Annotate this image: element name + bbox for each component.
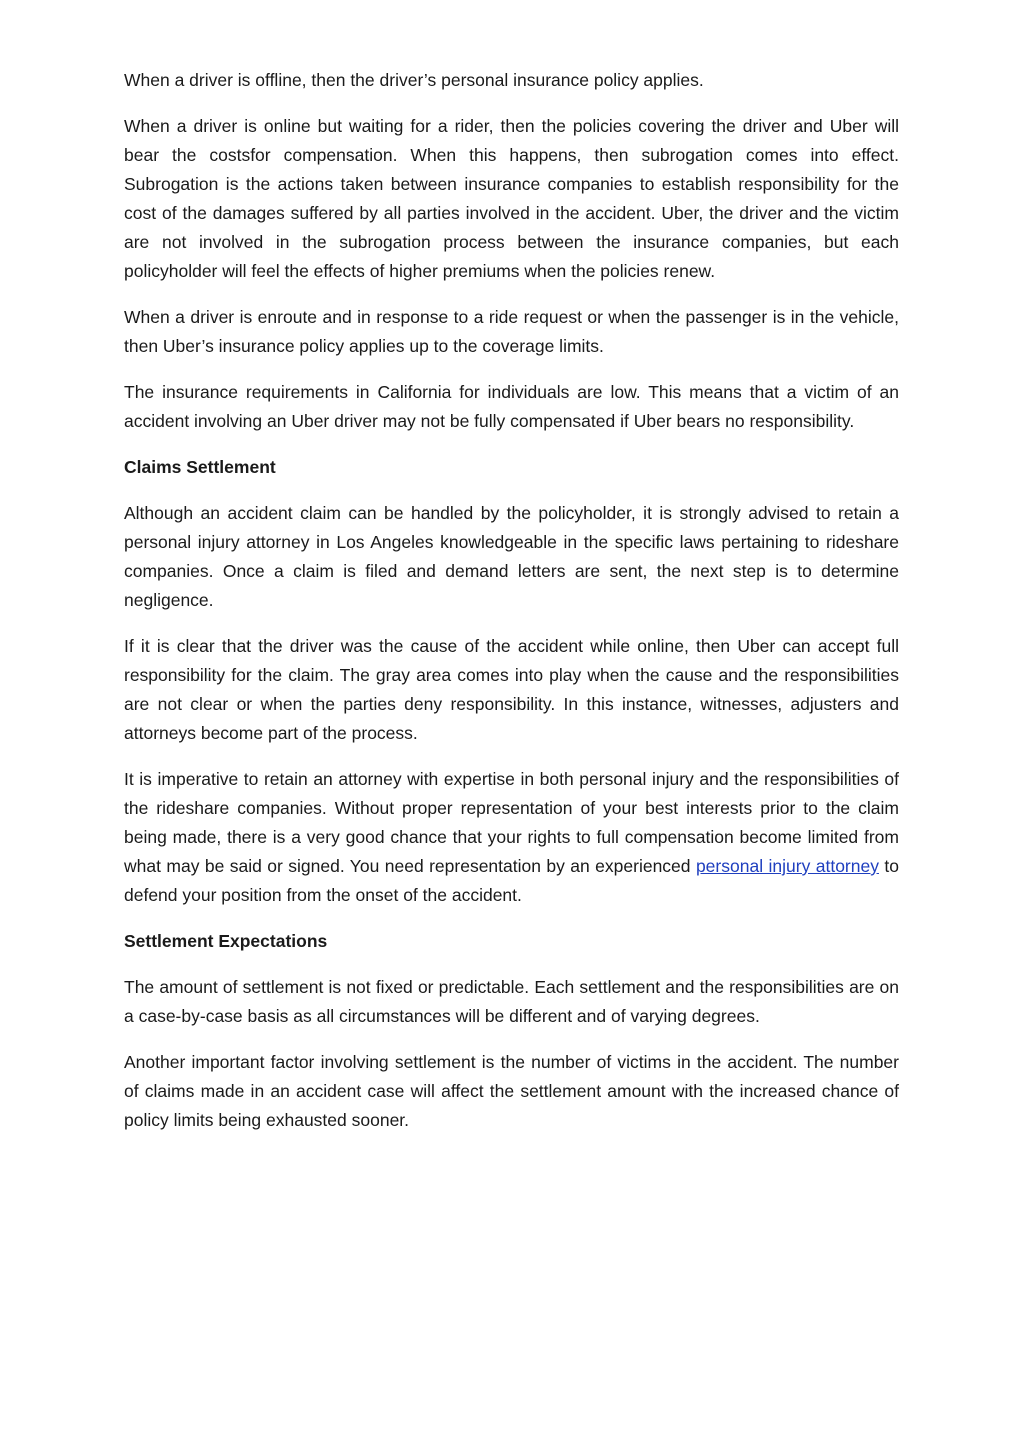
paragraph-claim-handling: Although an accident claim can be handled by the policyholder, it is strongly advised to retain a personal injury attorney in Los Angeles knowledgeable in the specific laws pertaining to rideshare companies. Once a claim is filed and demand letters are sent, the next step is to determine negligence. bbox=[124, 503, 899, 610]
heading-settlement-expectations: Settlement Expectations bbox=[124, 931, 328, 951]
paragraph-responsibility: If it is clear that the driver was the cause of the accident while online, then Uber can accept full responsibility for the claim. The gray area comes into play when the cause and the responsibilities are not clear or when the parties deny responsibility. In this instance, witnesses, adjusters and attorneys become part of the process. bbox=[124, 636, 899, 743]
paragraph-offline-policy: When a driver is offline, then the driver’s personal insurance policy applies. bbox=[124, 70, 704, 90]
paragraph-retain-attorney bbox=[124, 765, 899, 910]
paragraph-enroute-policy: When a driver is enroute and in response to a ride request or when the passenger is in the vehicle, then Uber’s insurance policy applies up to the coverage limits. bbox=[124, 307, 899, 356]
paragraph-retain-attorney-text-end: to defend your position from the onset of the accident. bbox=[124, 856, 899, 905]
personal-injury-attorney-link[interactable]: personal injury attorney bbox=[695, 856, 879, 876]
paragraph-california-requirements: The insurance requirements in California for individuals are low. This means that a victim of an accident involving an Uber driver may not be fully compensated if Uber bears no responsibility. bbox=[124, 382, 899, 431]
document-body bbox=[124, 66, 899, 1152]
paragraph-online-waiting: When a driver is online but waiting for a rider, then the policies covering the driver and Uber will bear the costsfor compensation. When this happens, then subrogation comes into effect. Subrogation is the actions taken between insurance companies to establish responsibility for the cost of the damages suffered by all parties involved in the accident. Uber, the driver and the victim are not involved in the subrogation process between the insurance companies, but each policyholder will feel the effects of higher premiums when the policies renew. bbox=[124, 116, 899, 281]
paragraph-retain-attorney-text-start: It is imperative to retain an attorney with expertise in both personal injury and the responsibilities of the rideshare companies. Without proper representation of your best interests prior to the claim being made, there is a very good chance that your rights to full compensation become limited from what may be said or signed. You need representation by an experienced bbox=[124, 769, 899, 876]
paragraph-settlement-amount: The amount of settlement is not fixed or predictable. Each settlement and the responsibilities are on a case-by-case basis as all circumstances will be different and of varying degrees. bbox=[124, 977, 899, 1026]
heading-claims-settlement: Claims Settlement bbox=[124, 457, 276, 477]
paragraph-number-of-victims: Another important factor involving settlement is the number of victims in the accident. The number of claims made in an accident case will affect the settlement amount with the increased chance of policy limits being exhausted sooner. bbox=[124, 1052, 899, 1130]
